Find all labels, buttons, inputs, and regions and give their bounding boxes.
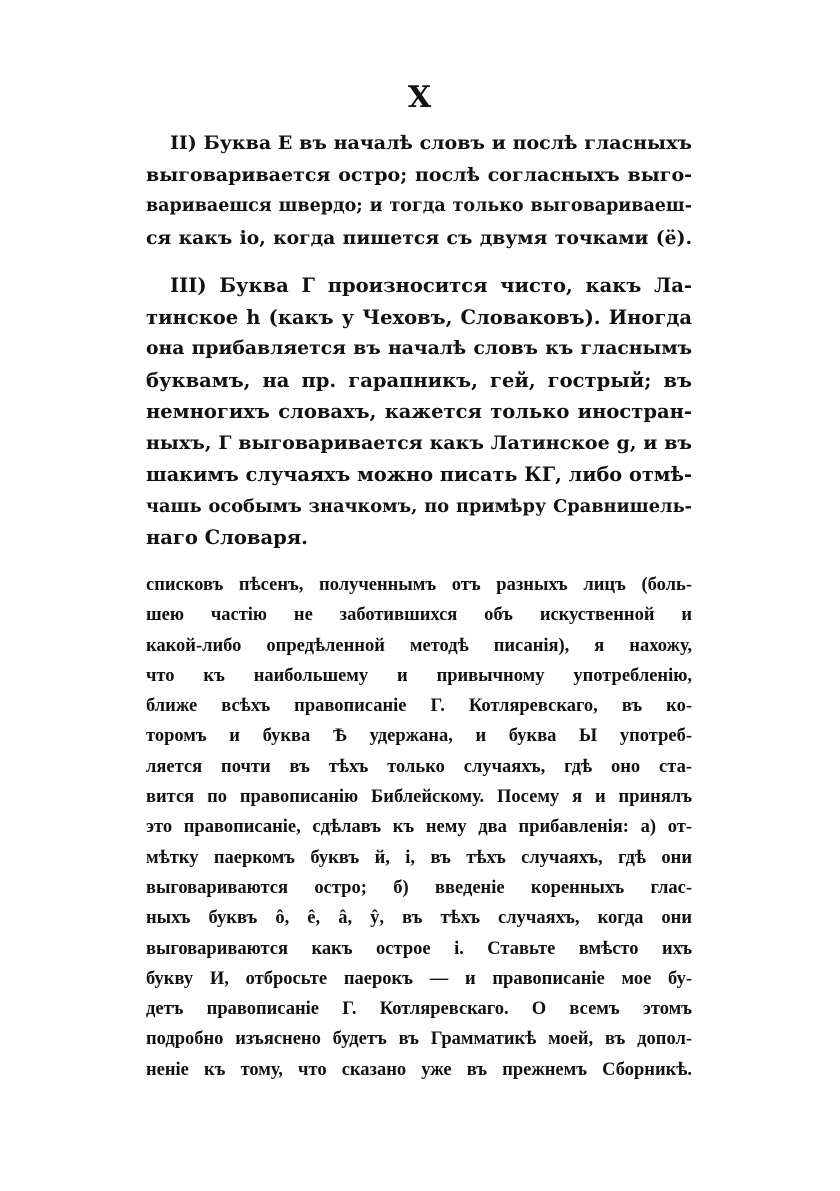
text-line: выговариваются остро; б) введеніе коренныхъ глас- [146, 877, 692, 898]
text-line: шакимъ случаяхъ можно писать КГ, либо отмѣ- [146, 463, 692, 486]
text-line: детъ правописаніе Г. Котляревскаго. О всемъ этомъ [146, 999, 692, 1020]
text-line: чашь особымъ значкомъ, по примѣру Сравнишель- [146, 495, 692, 517]
text-line: вится по правописанію Библейскому. Посему я и принялъ [146, 787, 692, 808]
text-line: немногихъ словахъ, кажется только иностран- [146, 400, 692, 423]
text-line: какой-либо опредѣленной методѣ писанія), я нахожу, [146, 635, 692, 656]
section-2-paragraph [146, 128, 692, 254]
page-number: X [407, 80, 433, 115]
text-line: вариваешся швердо; и тогда только выговариваеш- [146, 196, 692, 216]
continued-paragraph [146, 570, 692, 1085]
text-line: наго Словаря. [146, 526, 308, 549]
text-line: буквамъ, на пр. гарапникъ, гей, гострый; въ [146, 368, 692, 392]
text-line: выговариваются какъ острое і. Ставьте вмѣсто ихъ [146, 938, 692, 959]
text-line: ныхъ, Г выговаривается какъ Латинское g, и въ [146, 431, 692, 454]
text-line: неніе къ тому, что сказано уже въ прежнемъ Сборникѣ. [146, 1059, 692, 1080]
text-line: ляется почти въ тѣхъ только случаяхъ, гдѣ оно ста- [146, 756, 692, 777]
text-line: ближе всѣхъ правописаніе Г. Котляревскаго, въ ко- [146, 696, 692, 717]
text-line: II) Буква Е въ началѣ словъ и послѣ гласныхъ [170, 132, 692, 154]
text-line: ныхъ буквъ ô, ê, â, ŷ, въ тѣхъ случаяхъ, когда они [146, 908, 692, 929]
text-line: торомъ и буква Ѣ удержана, и буква Ы употреб- [146, 726, 692, 747]
text-line: мѣтку паеркомъ буквъ й, і, въ тѣхъ случаяхъ, гдѣ они [146, 847, 692, 868]
text-line: она прибавляется въ началѣ словъ къ гласнымъ [146, 337, 692, 359]
text-line: шею частію не заботившихся объ искуственной и [146, 605, 692, 626]
text-line: это правописаніе, сдѣлавъ къ нему два прибавленія: а) от- [146, 817, 692, 838]
text-line: тинское h (какъ у Чеховъ, Словаковъ). Иногда [146, 305, 692, 329]
text-line: списковъ пѣсенъ, полученнымъ отъ разныхъ лицъ (боль- [146, 575, 692, 595]
text-line: ся какъ іо, когда пишется съ двумя точками (ё). [146, 226, 692, 249]
section-3-paragraph [146, 270, 692, 554]
text-line: выговаривается остро; послѣ согласныхъ выго- [146, 163, 692, 186]
text-line: букву И, отбросьте паерокъ — и правописаніе мое бу- [146, 968, 692, 989]
text-line: подробно изъяснено будетъ въ Грамматикѣ моей, въ допол- [146, 1029, 692, 1050]
text-line: что къ наибольшему и привычному употребленію, [146, 665, 692, 686]
text-line: III) Буква Г произносится чисто, какъ Ла- [170, 274, 692, 297]
